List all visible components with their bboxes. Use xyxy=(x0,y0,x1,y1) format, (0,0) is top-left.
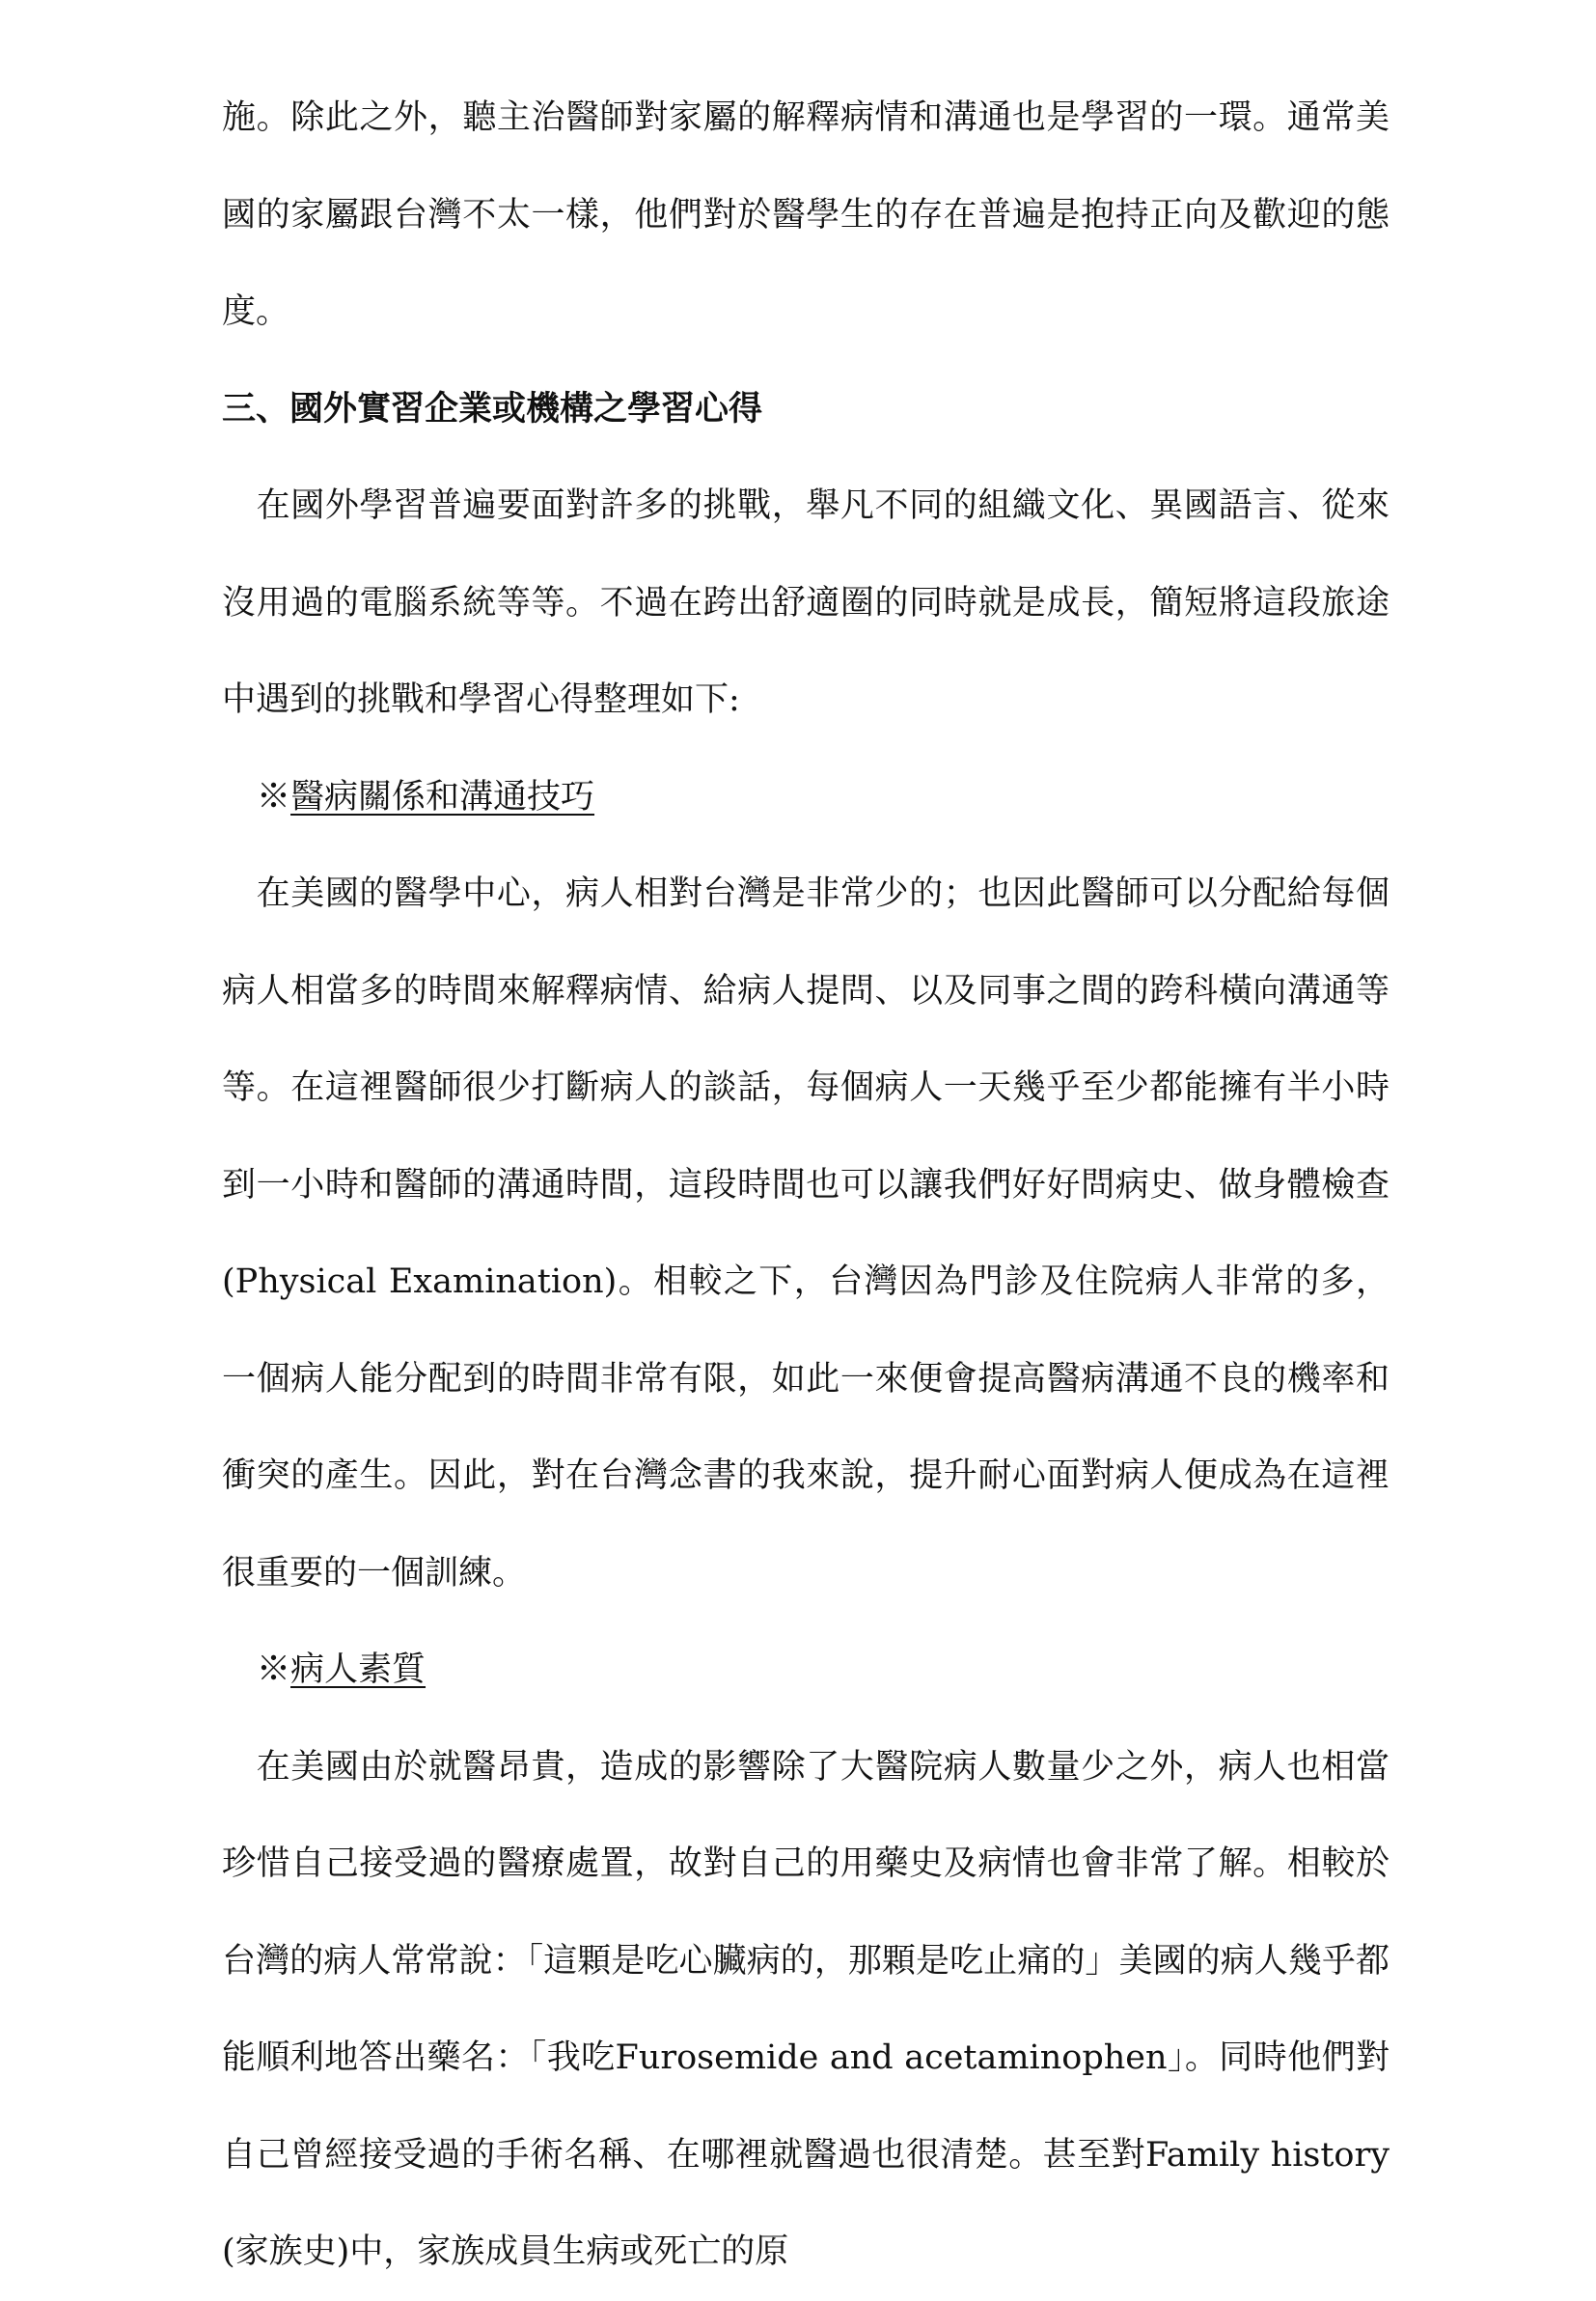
paragraph-patient-quality: 在美國由於就醫昂貴，造成的影響除了大醫院病人數量少之外，病人也相當珍惜自己接受過的醫療處置，故對自己的用藥史及病情也會非常了解。相較於台灣的病人常常說：「這顆是吃心臟病的，那顆是吃止痛的」美國的病人幾乎都能順利地答出藥名：「我吃Furosemide and acetaminophen」。同時他們對自己曾經接受過的手術名稱、在哪裡就醫過也很清楚。甚至對Family history(家族史)中，家族成員生病或死亡的原 xyxy=(222,1747,1390,2271)
paragraph-family-communication: 施。除此之外，聽主治醫師對家屬的解釋病情和溝通也是學習的一環。通常美國的家屬跟台灣不太一樣，他們對於醫學生的存在普遍是抱持正向及歡迎的態度。 xyxy=(222,98,1390,331)
reference-mark: ※ xyxy=(257,777,291,817)
subheading-text: 醫病關係和溝通技巧 xyxy=(290,777,595,817)
subheading-doctor-patient-relationship xyxy=(222,749,1390,846)
reference-mark: ※ xyxy=(257,1650,291,1689)
paragraph-challenges-intro: 在國外學習普遍要面對許多的挑戰，舉凡不同的組織文化、異國語言、從來沒用過的電腦系統等等。不過在跨出舒適圈的同時就是成長，簡短將這段旅途中遇到的挑戰和學習心得整理如下: xyxy=(222,486,1390,719)
paragraph-doctor-patient-communication: 在美國的醫學中心，病人相對台灣是非常少的；也因此醫師可以分配給每個病人相當多的時間來解釋病情、給病人提問、以及同事之間的跨科橫向溝通等等。在這裡醫師很少打斷病人的談話，每個病人一天幾乎至少都能擁有半小時到一小時和醫師的溝通時間，這段時間也可以讓我們好好問病史、做身體檢查(Physical Examination)。相較之下，台灣因為門診及住院病人非常的多，一個病人能分配到的時間非常有限，如此一來便會提高醫病溝通不良的機率和衝突的產生。因此，對在台灣念書的我來說，提升耐心面對病人便成為在這裡很重要的一個訓練。 xyxy=(222,874,1390,1593)
document-body xyxy=(222,69,1390,2301)
subheading-text: 病人素質 xyxy=(290,1650,427,1689)
subheading-patient-quality xyxy=(222,1622,1390,1719)
section-title-learning-experience: 三、國外實習企業或機構之學習心得 xyxy=(222,388,763,429)
